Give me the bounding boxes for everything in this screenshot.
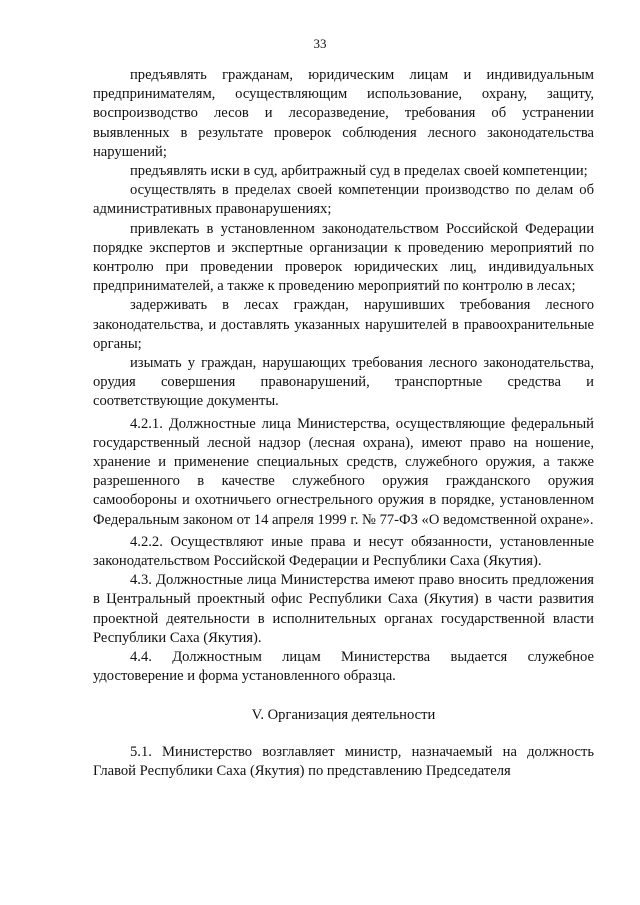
page-number: 33 (313, 36, 327, 51)
paragraph-4-2-2: 4.2.2. Осуществляют иные права и несут обязанности, установленные законодательством Российской Федерации и Республики Саха (Якутия). (93, 533, 594, 570)
paragraph-seize-tools: изымать у граждан, нарушающих требования лесного законодательства, орудия совершения правонарушений, транспортные средства и соответствующие документы. (93, 355, 594, 410)
paragraph-detain-citizens: задерживать в лесах граждан, нарушивших требования лесного законодательства, и доставлять указанных нарушителей в правоохранительные органы; (93, 297, 594, 352)
paragraph-4-3: 4.3. Должностные лица Министерства имеют право вносить предложения в Центральный проектный офис Республики Саха (Якутия) в части развития проектной деятельности в исполнительных органах государственной власти Республики Саха (Якутия). (93, 572, 594, 646)
paragraph-engage-experts: привлекать в установленном законодательством Российской Федерации порядке экспертов и экспертные организации к проведению мероприятий по контролю при проведении проверок юридических лиц, индивидуальных предпринимателей, а также к проведению мероприятий по контролю в лесах; (93, 220, 594, 295)
section-heading: V. Организация деятельности (251, 706, 436, 723)
paragraph-file-lawsuits: предъявлять иски в суд, арбитражный суд в пределах своей компетенции; (130, 163, 588, 180)
paragraph-5-1: 5.1. Министерство возглавляет министр, назначаемый на должность Главой Республики Саха (Якутия) по представлению Председателя (93, 743, 594, 779)
document-body (93, 66, 594, 781)
paragraph-demand-elimination: предъявлять гражданам, юридическим лицам и индивидуальным предпринимателям, осуществляющим использование, охрану, защиту, воспроизводство лесов и лесоразведение, требования об устранении выявленных в результате проверок соблюдения лесного законодательства нарушений; (93, 67, 594, 160)
paragraph-4-4: 4.4. Должностным лицам Министерства выдается служебное удостоверение и форма установленного образца. (93, 649, 594, 685)
paragraph-4-2-1: 4.2.1. Должностные лица Министерства, осуществляющие федеральный государственный лесной надзор (лесная охрана), имеют право на ношение, хранение и применение специальных средств, служебного оружия, а также разрешенного в качестве служебного оружия гражданского оружия самообороны и охотничьего огнестрельного оружия в порядке, установленном Федеральным законом от 14 апреля 1999 г. № 77-ФЗ «О ведомственной охране». (93, 415, 594, 528)
paragraph-administrative-cases: осуществлять в пределах своей компетенции производство по делам об административных правонарушениях; (93, 182, 594, 218)
